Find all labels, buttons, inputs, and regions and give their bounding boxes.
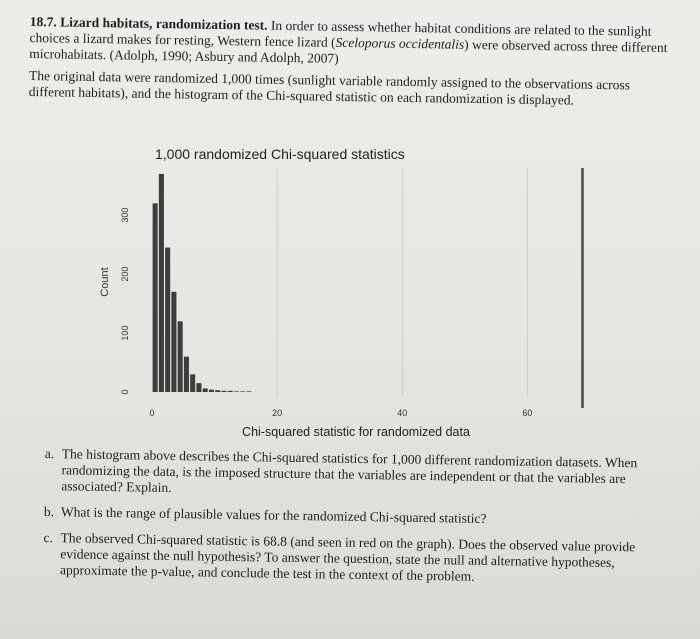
histogram-bar (171, 292, 176, 392)
histogram-bar (246, 391, 251, 392)
problem-number: 18.7. (29, 14, 57, 30)
histogram-bar (184, 357, 189, 392)
question-text: The observed Chi-squared statistic is 68.8 (and seen in red on the graph). Does the observed value provide evidence against the null hypothesis? To answer the question, state the null and alternative hypotheses, approximate the p-value, and conclude the test in the context of the problem. (59, 530, 636, 584)
species-name: Sceloporus occidentalis (335, 34, 465, 52)
y-tick-label: 300 (120, 207, 130, 223)
question-b (44, 504, 669, 530)
y-axis-label: Count (99, 267, 111, 297)
problem-paragraph-2: The original data were randomized 1,000 times (sunlight variable randomly assigned to the observations across different habitats), and the histogram of the Chi-squared statistic on each randomization is displayed. (28, 67, 631, 108)
y-tick-label: 200 (120, 266, 130, 282)
question-a (44, 446, 670, 504)
question-text: What is the range of plausible values for the randomized Chi-squared statistic? (60, 504, 487, 526)
histogram-bar (159, 174, 164, 392)
question-label: c. (43, 529, 54, 546)
questions-list (43, 446, 670, 598)
histogram-bar (234, 391, 239, 392)
problem-title: Lizard habitats, randomization test. (60, 14, 268, 33)
question-label: a. (44, 446, 55, 462)
histogram-bar (153, 203, 158, 392)
histogram-bar (165, 248, 170, 392)
y-tick-label: 100 (120, 325, 130, 341)
histogram-bar (240, 391, 245, 392)
x-tick-label: 0 (149, 408, 155, 418)
x-axis-label: Chi-squared statistic for randomized data (242, 425, 470, 439)
problem-intro: In order to assess whether habitat conditions are related to the sunlight choices a lizard makes for resting, Western fence lizard ( (29, 17, 652, 50)
x-tick-label: 60 (522, 408, 533, 418)
chart-title: 1,000 randomized Chi-squared statistics (155, 146, 405, 162)
y-tick-label: 0 (120, 389, 130, 395)
histogram-bar (215, 390, 220, 392)
histogram-bar (203, 388, 208, 392)
question-label: b. (43, 503, 55, 520)
histogram-bar (178, 321, 183, 392)
histogram-bar (228, 391, 233, 392)
problem-intro-2: ) were observed across three different microhabitats. (Adolph, 1990; Asbury and Adolph, 2007) (29, 36, 668, 66)
x-tick-label: 40 (397, 408, 408, 418)
x-tick-label: 20 (272, 408, 283, 418)
histogram-bar (190, 374, 195, 392)
question-text: The histogram above describes the Chi-squared statistics for 1,000 different randomization datasets. When randomizing the data, is the imposed structure that the variables are independent or that the variables are associated? Explain. (61, 446, 638, 495)
histogram-bar (221, 391, 226, 392)
question-c (43, 530, 669, 588)
histogram-bar (196, 383, 201, 392)
histogram-bar (209, 390, 214, 392)
